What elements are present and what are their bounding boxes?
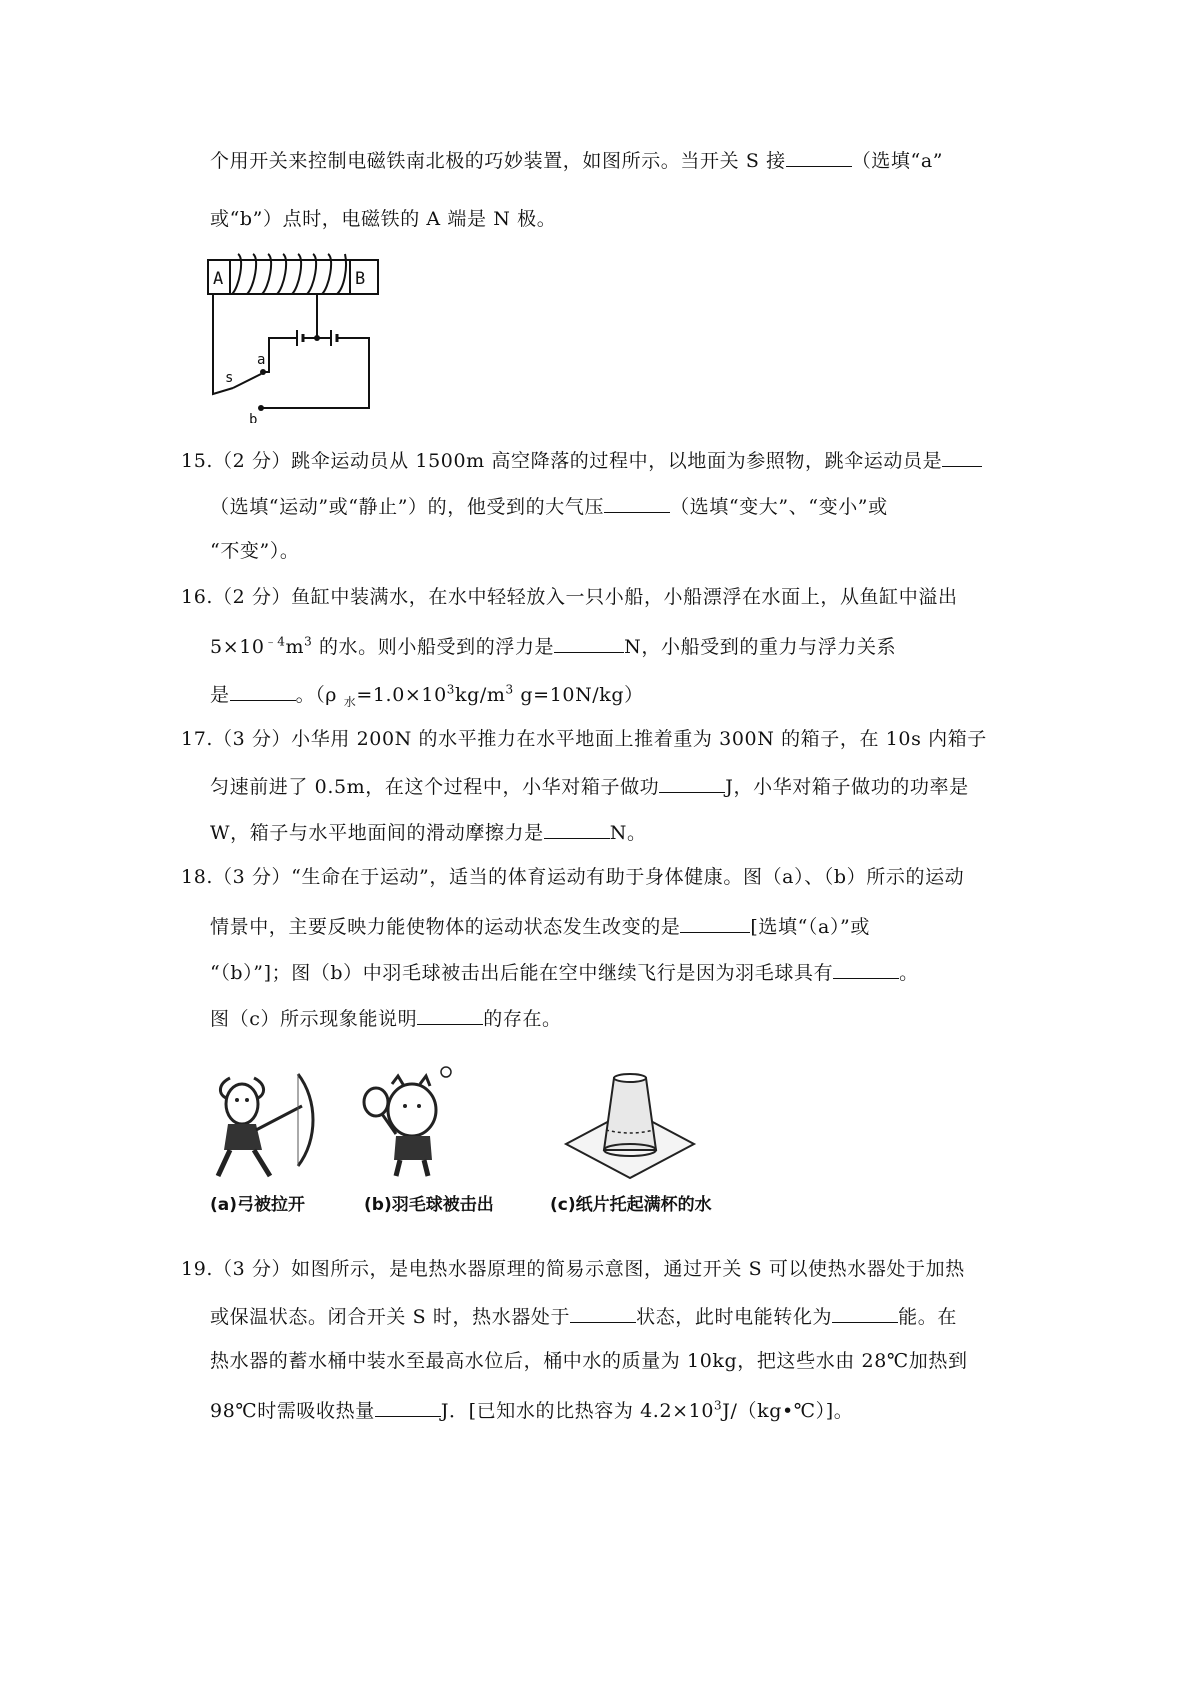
answer-blank[interactable]	[375, 1396, 441, 1417]
answer-blank[interactable]	[604, 492, 670, 513]
q18-line-3: “（b）”]；图（b）中羽毛球被击出后能在空中继续飞行是因为羽毛球具有 。	[210, 958, 919, 986]
q18-line-2: 情景中，主要反映力能使物体的运动状态发生改变的是 [选填“（a）”或	[210, 912, 870, 940]
answer-blank[interactable]	[786, 146, 852, 167]
q15-line-3: “不变”）。	[210, 540, 300, 562]
figure-b-caption: (b)羽毛球被击出	[364, 1195, 494, 1215]
coil-end-a-label: A	[213, 269, 224, 289]
q15-line-1: 15.（2 分）跳伞运动员从 1500m 高空降落的过程中，以地面为参照物，跳伞运动员是	[181, 446, 982, 474]
answer-blank[interactable]	[680, 912, 750, 933]
figure-b-badminton	[362, 1062, 462, 1182]
q19-line-3: 热水器的蓄水桶中装水至最高水位后，桶中水的质量为 10kg，把这些水由 28℃加热到	[210, 1350, 968, 1372]
q19-line-4: 98℃时需吸收热量 J．[已知水的比热容为 $4.2\times 10^3J/(kg•℃)$]。	[210, 1396, 853, 1424]
q18-line-1: 18.（3 分）“生命在于运动”，适当的体育运动有助于身体健康。图（a）、（b）所示的运动	[181, 866, 965, 888]
figure-a-archer	[210, 1070, 320, 1182]
q14-line-2: 或“b”）点时，电磁铁的 A 端是 N 极。	[210, 208, 557, 230]
answer-blank[interactable]	[544, 818, 610, 839]
q17-line-3: W，箱子与水平地面间的滑动摩擦力是 N。	[210, 818, 647, 846]
coil-end-b-label: B	[355, 269, 366, 289]
figure-a-caption: (a)弓被拉开	[210, 1195, 306, 1215]
answer-blank[interactable]	[942, 446, 982, 467]
q15-line-2: （选填“运动”或“静止”）的，他受到的大气压 （选填“变大”、“变小”或	[210, 492, 888, 520]
q19-line-2: 或保温状态。闭合开关 S 时，热水器处于 状态，此时电能转化为 能。在	[210, 1302, 957, 1330]
answer-blank[interactable]	[554, 632, 624, 653]
q19-line-1: 19.（3 分）如图所示，是电热水器原理的简易示意图，通过开关 S 可以使热水器处于加热	[181, 1258, 965, 1280]
figure-c-caption: (c)纸片托起满杯的水	[550, 1195, 712, 1215]
answer-blank[interactable]	[833, 958, 899, 979]
q14-line-1: 个用开关来控制电磁铁南北极的巧妙装置，如图所示。当开关 S 接 （选填“a”	[210, 146, 943, 174]
q16-line-3: 是 。（ρ $_水=1.0\times 10^3kg/m^3$ g=10N/kg）	[210, 680, 644, 708]
q17-line-1: 17.（3 分）小华用 200N 的水平推力在水平地面上推着重为 300N 的箱子，在 10s 内箱子	[181, 728, 987, 750]
terminal-a-label: a	[257, 352, 266, 368]
q16-line-2: $5\times 10^{﹣4}m^3$ 的水。则小船受到的浮力是 N，小船受到的重力与浮力关系	[210, 632, 896, 660]
q17-line-2: 匀速前进了 0.5m，在这个过程中，小华对箱子做功 J，小华对箱子做功的功率是	[210, 772, 969, 800]
q18-line-4: 图（c）所示现象能说明 的存在。	[210, 1004, 562, 1032]
terminal-b-label: b	[249, 412, 258, 423]
q16-line-1: 16.（2 分）鱼缸中装满水，在水中轻轻放入一只小船，小船漂浮在水面上，从鱼缸中溢出	[181, 586, 958, 608]
answer-blank[interactable]	[570, 1302, 636, 1323]
answer-blank[interactable]	[659, 772, 725, 793]
figure-c-water-cup	[560, 1070, 700, 1182]
switch-s-label: s	[225, 370, 234, 386]
answer-blank[interactable]	[832, 1302, 898, 1323]
answer-blank[interactable]	[230, 680, 296, 701]
electromagnet-circuit-diagram	[205, 248, 385, 423]
answer-blank[interactable]	[417, 1004, 483, 1025]
